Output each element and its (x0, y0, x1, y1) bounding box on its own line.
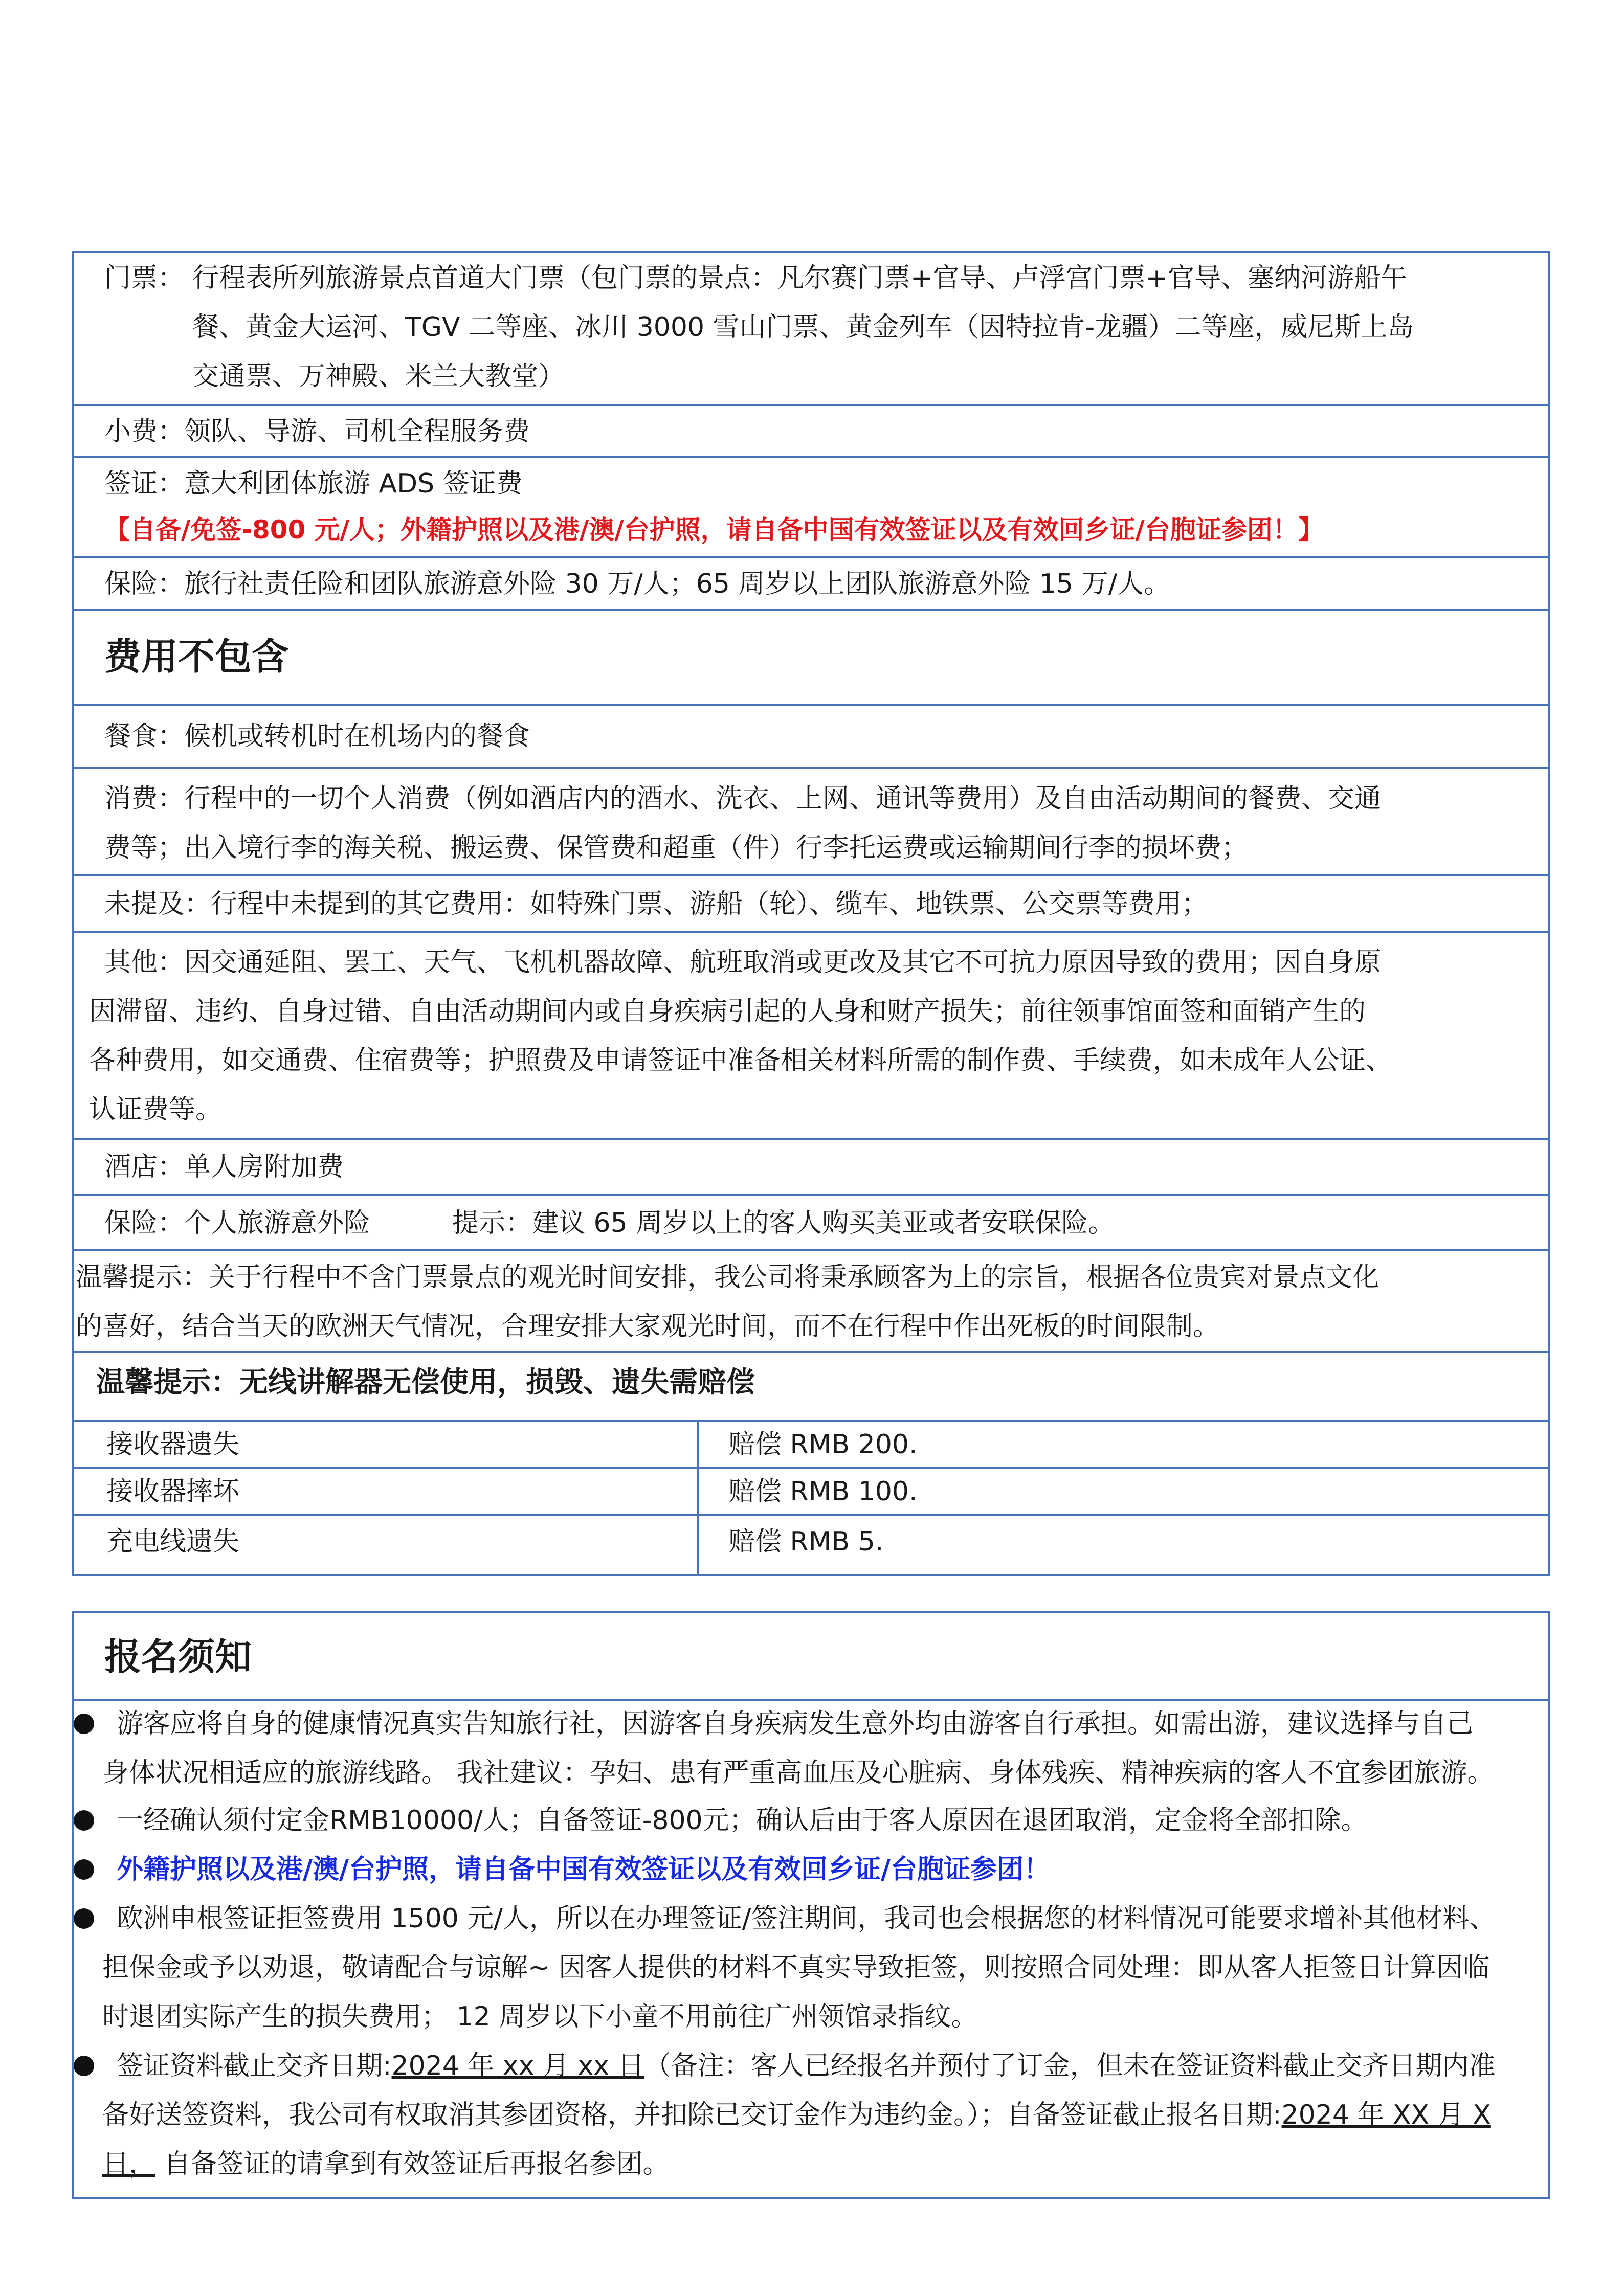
unmentioned-row (74, 876, 1548, 933)
hotel-row (74, 1140, 1548, 1196)
consumption-line-2: 费等；出入境行李的海关税、搬运费、保管费和超重（件）行李托运费或运输期间行李的损坏费； (104, 832, 1249, 863)
other-line-1: 其他：因交通延阻、罢工、天气、飞机机器故障、航班取消或更改及其它不可抗力原因导致的费用；因自身原 (104, 947, 1382, 978)
receiver-title: 温馨提示：无线讲解器无偿使用，损毁、遗失需赔偿 (96, 1366, 755, 1399)
other-line-2: 因滞留、违约、自身过错、自由活动期间内或自身疾病引起的人身和财产损失；前往领事馆面签和面销产生的 (89, 996, 1366, 1027)
tickets-row (74, 253, 1548, 406)
visa-note: 【自备/免签-800 元/人；外籍护照以及港/澳/台护照，请自备中国有效签证以及有效回乡证/台胞证参团！】 (104, 515, 1324, 545)
visa-row (74, 458, 1548, 558)
tickets-line-3: 交通票、万神殿、米兰大教堂） (192, 361, 565, 392)
reg-p5-line-2: 备好送签资料，我公司有权取消其参团资格，并扣除已交订金作为违约金。）；自备签证截止报名日期:2024 年 XX 月 X (102, 2100, 1491, 2130)
reg-p4-line-3: 时退团实际产生的损失费用； 12 周岁以下小童不用前往广州领馆录指纹。 (102, 2001, 978, 2032)
reg-p3: 外籍护照以及港/澳/台护照，请自备中国有效签证以及有效回乡证/台胞证参团！ (117, 1854, 1050, 1885)
consumption-row (74, 769, 1548, 876)
tickets-line-2: 餐、黄金大运河、TGV 二等座、冰川 3000 雪山门票、黄金列车（因特拉肯-龙疆）二等座，威尼斯上岛 (192, 312, 1414, 343)
unmentioned-text: 未提及：行程中未提到的其它费用：如特殊门票、游船（轮）、缆车、地铁票、公交票等费用； (104, 889, 1209, 919)
reg-p1-line-2: 身体状况相适应的旅游线路。 我社建议：孕妇、患有严重高血压及心脏病、身体残疾、精神疾病的客人不宜参团旅游。 (102, 1758, 1494, 1788)
table-cell-item: 接收器遗失 (74, 1422, 699, 1467)
bullet-icon (74, 1714, 94, 1734)
bullet-icon (74, 1859, 94, 1880)
meals-row (74, 706, 1548, 769)
warm-tip-line-2: 的喜好，结合当天的欧洲天气情况，合理安排大家观光时间，而不在行程中作出死板的时间限制。 (76, 1311, 1220, 1342)
reg-p4-line-1: 欧洲申根签证拒签费用 1500 元/人，所以在办理签证/签注期间，我司也会根据您的材料情况可能要求增补其他材料、 (117, 1903, 1496, 1934)
registration-heading: 报名须知 (104, 1635, 252, 1678)
warm-tip-row (74, 1251, 1548, 1353)
table-cell-fee: 赔偿 RMB 5. (728, 1526, 884, 1557)
reg-p1-line-1: 游客应将自身的健康情况真实告知旅行社，因游客自身疾病发生意外均由游客自行承担。如需出游，建议选择与自己 (117, 1708, 1474, 1739)
table-cell-item: 接收器摔坏 (74, 1469, 699, 1514)
warm-tip-line-1: 温馨提示：关于行程中不含门票景点的观光时间安排，我公司将秉承顾客为上的宗旨，根据各位贵宾对景点文化 (76, 1262, 1380, 1293)
fee-box (72, 251, 1550, 1576)
consumption-line-1: 消费：行程中的一切个人消费（例如酒店内的酒水、洗衣、上网、通讯等费用）及自由活动期间的餐费、交通 (104, 783, 1382, 814)
table-cell-fee: 赔偿 RMB 100. (728, 1476, 918, 1507)
bullet-icon (74, 2056, 94, 2076)
table-row (74, 1469, 1548, 1516)
visa-text: 签证：意大利团体旅游 ADS 签证费 (104, 468, 523, 499)
bullet-icon (74, 1810, 94, 1831)
insurance-row (74, 558, 1548, 611)
other-row (74, 933, 1548, 1140)
excluded-insurance-tip: 提示：建议 65 周岁以上的客人购买美亚或者安联保险。 (452, 1208, 1115, 1239)
registration-box (72, 1611, 1550, 2199)
excluded-heading: 费用不包含 (104, 635, 289, 678)
table-cell-fee: 赔偿 RMB 200. (728, 1429, 918, 1460)
excluded-insurance-text: 保险：个人旅游意外险 (104, 1208, 371, 1239)
other-line-3: 各种费用，如交通费、住宿费等；护照费及申请签证中准备相关材料所需的制作费、手续费，如未成年人公证、 (89, 1045, 1393, 1076)
hotel-text: 酒店：单人房附加费 (104, 1152, 344, 1182)
registration-heading-row (74, 1613, 1548, 1701)
receiver-title-row (74, 1353, 1548, 1422)
reg-p2: 一经确认须付定金RMB10000/人；自备签证-800元；确认后由于客人原因在退团取消，定金将全部扣除。 (117, 1805, 1368, 1836)
table-cell-item: 充电线遗失 (74, 1516, 699, 1574)
tickets-label: 门票： (104, 263, 185, 294)
excluded-heading-row (74, 611, 1548, 706)
meals-text: 餐食：候机或转机时在机场内的餐食 (104, 721, 530, 752)
tips-row (74, 406, 1548, 458)
tips-text: 小费：领队、导游、司机全程服务费 (104, 416, 530, 447)
table-row (74, 1516, 1548, 1574)
insurance-text: 保险：旅行社责任险和团队旅游意外险 30 万/人；65 周岁以上团队旅游意外险 15 万/人。 (104, 569, 1171, 599)
excluded-insurance-row (74, 1196, 1548, 1251)
table-row (74, 1422, 1548, 1469)
reg-p5-line-1: 签证资料截止交齐日期:2024 年 xx 月 xx 日（备注：客人已经报名并预付了订金，但未在签证资料截止交齐日期内准 (117, 2051, 1496, 2081)
reg-p5-line-3: 日， 自备签证的请拿到有效签证后再报名参团。 (102, 2149, 670, 2179)
other-line-4: 认证费等。 (89, 1094, 223, 1125)
reg-p4-line-2: 担保金或予以劝退，敬请配合与谅解~ 因客人提供的材料不真实导致拒签，则按照合同处理：即从客人拒签日计算因临 (102, 1952, 1490, 1983)
tickets-line-1: 行程表所列旅游景点首道大门票（包门票的景点：凡尔赛门票+官导、卢浮宫门票+官导、塞纳河游船午 (192, 263, 1408, 294)
bullet-icon (74, 1908, 94, 1929)
